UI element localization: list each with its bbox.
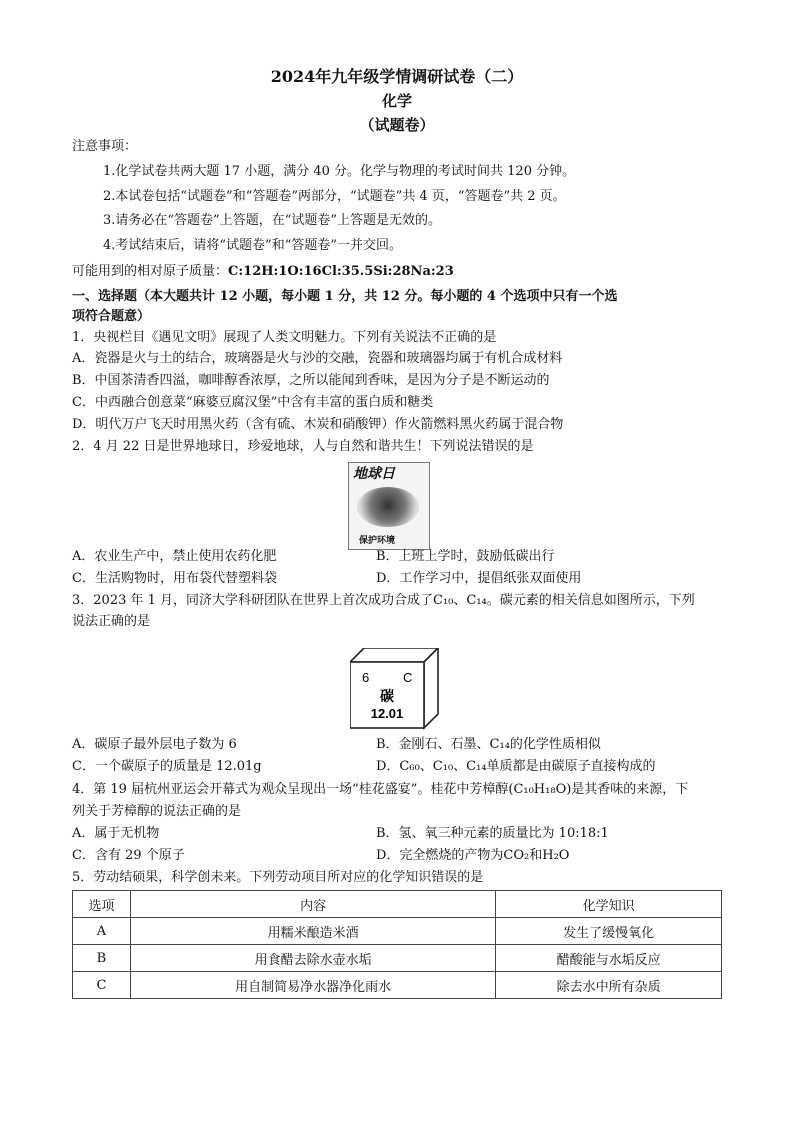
- atomic-mass-label: 可能用到的相对原子质量：: [72, 264, 229, 279]
- element-name: 碳: [380, 689, 394, 705]
- paper-type: （试题卷）: [359, 116, 435, 134]
- element-symbol: C: [403, 670, 413, 685]
- q3-option-c: C．一个碳原子的质量是 12.01g: [72, 759, 262, 774]
- q4-option-a: A．属于无机物: [72, 826, 160, 841]
- q2-option-c: C．生活购物时，用布袋代替塑料袋: [72, 571, 277, 586]
- notice-item: 2.本试卷包括“试题卷”和“答题卷”两部分，“试题卷”共 4 页，“答题卷”共 2 页。: [103, 189, 566, 204]
- q2-option-b: B．上班上学时，鼓励低碳出行: [376, 549, 555, 564]
- q4-option-c: C．含有 29 个原子: [72, 848, 185, 863]
- q4-option-b: B．氢、氧三种元素的质量比为 10:18:1: [376, 826, 609, 841]
- table-cell-option: A: [73, 918, 131, 945]
- section-heading: 一、选择题（本大题共计 12 小题，每小题 1 分，共 12 分。每小题的 4 个选项中只有一个选: [72, 289, 618, 304]
- carbon-element-cube: [350, 648, 440, 730]
- table-cell-knowledge: 醋酸能与水垢反应: [496, 945, 722, 972]
- question-5-stem: 5．劳动结硕果，科学创未来。下列劳动项目所对应的化学知识错误的是: [72, 870, 484, 885]
- question-3-stem: 3．2023 年 1 月，同济大学科研团队在世界上首次成功合成了C₁₀、C₁₄。碳元素的相关信息如图所示，下列: [72, 593, 695, 608]
- table-row: [73, 972, 722, 999]
- q1-option-a: A．瓷器是火与土的结合，玻璃器是火与沙的交融，瓷器和玻璃器均属于有机合成材料: [72, 351, 563, 366]
- earth-day-image-caption: 保护环境: [359, 536, 396, 546]
- question-4-stem-cont: 列关于芳樟醇的说法正确的是: [72, 804, 242, 819]
- table-header-knowledge: 化学知识: [496, 891, 722, 918]
- q1-option-c: C．中西融合创意菜“麻婆豆腐汉堡”中含有丰富的蛋白质和糖类: [72, 395, 434, 410]
- q1-option-d: D．明代万户飞天时用黑火药（含有硫、木炭和硝酸钾）作火箭燃料黑火药属于混合物: [72, 417, 564, 432]
- element-mass: 12.01: [370, 706, 404, 721]
- notice-item: 3.请务必在“答题卷”上答题，在“试题卷”上答题是无效的。: [103, 213, 441, 228]
- table-row: [73, 945, 722, 972]
- table-cell-option: C: [73, 972, 131, 999]
- notice-item: 1.化学试卷共两大题 17 小题，满分 40 分。化学与物理的考试时间共 120 分钟。: [103, 164, 576, 179]
- table-cell-option: B: [73, 945, 131, 972]
- atomic-mass-values: C:12H:1O:16Cl:35.5Si:28Na:23: [228, 264, 454, 279]
- element-atomic-number: 6: [362, 670, 370, 685]
- table-cell-knowledge: 发生了缓慢氧化: [496, 918, 722, 945]
- subject-title: 化学: [381, 92, 412, 110]
- q3-option-b: B．金刚石、石墨、C₁₄的化学性质相似: [376, 737, 601, 752]
- section-heading-cont: 项符合题意）: [72, 309, 151, 324]
- table-cell-content: 用自制简易净水器净化雨水: [130, 972, 495, 999]
- q3-option-d: D．C₆₀、C₁₀、C₁₄单质都是由碳原子直接构成的: [376, 759, 656, 774]
- q4-option-d: D．完全燃烧的产物为CO₂和H₂O: [376, 848, 570, 863]
- question-1-stem: 1．央视栏目《遇见文明》展现了人类文明魅力。下列有关说法不正确的是: [72, 330, 497, 345]
- earth-globe-icon: [357, 487, 419, 527]
- question-4-stem: 4．第 19 届杭州亚运会开幕式为观众呈现出一场“桂花盛宴”。桂花中芳樟醇(C₁₀H₁₈O)是其香味的来源，下: [72, 782, 689, 797]
- question-3-stem-cont: 说法正确的是: [72, 614, 151, 629]
- exam-title: 2024年九年级学情调研试卷（二）: [270, 67, 524, 86]
- q2-option-d: D．工作学习中，提倡纸张双面使用: [376, 571, 582, 586]
- notice-item: 4.考试结束后，请将“试题卷”和“答题卷”一并交回。: [103, 238, 402, 253]
- earth-day-image: [348, 462, 430, 550]
- table-cell-knowledge: 除去水中所有杂质: [496, 972, 722, 999]
- earth-day-image-title: 地球日: [353, 466, 395, 482]
- table-header-content: 内容: [130, 891, 495, 918]
- question-2-stem: 2．4 月 22 日是世界地球日，珍爱地球，人与自然和谐共生！下列说法错误的是: [72, 439, 534, 454]
- table-cell-content: 用食醋去除水壶水垢: [130, 945, 495, 972]
- q1-option-b: B．中国茶清香四溢，咖啡醇香浓厚，之所以能闻到香味，是因为分子是不断运动的: [72, 373, 550, 388]
- q2-option-a: A．农业生产中，禁止使用农药化肥: [72, 549, 277, 564]
- notice-label: 注意事项：: [72, 139, 138, 154]
- table-cell-content: 用糯米酿造米酒: [130, 918, 495, 945]
- labor-knowledge-table: [72, 890, 722, 999]
- atomic-mass-line: [72, 263, 454, 281]
- table-row: [73, 918, 722, 945]
- q3-option-a: A．碳原子最外层电子数为 6: [72, 737, 237, 752]
- table-header-option: 选项: [73, 891, 131, 918]
- table-header-row: [73, 891, 722, 918]
